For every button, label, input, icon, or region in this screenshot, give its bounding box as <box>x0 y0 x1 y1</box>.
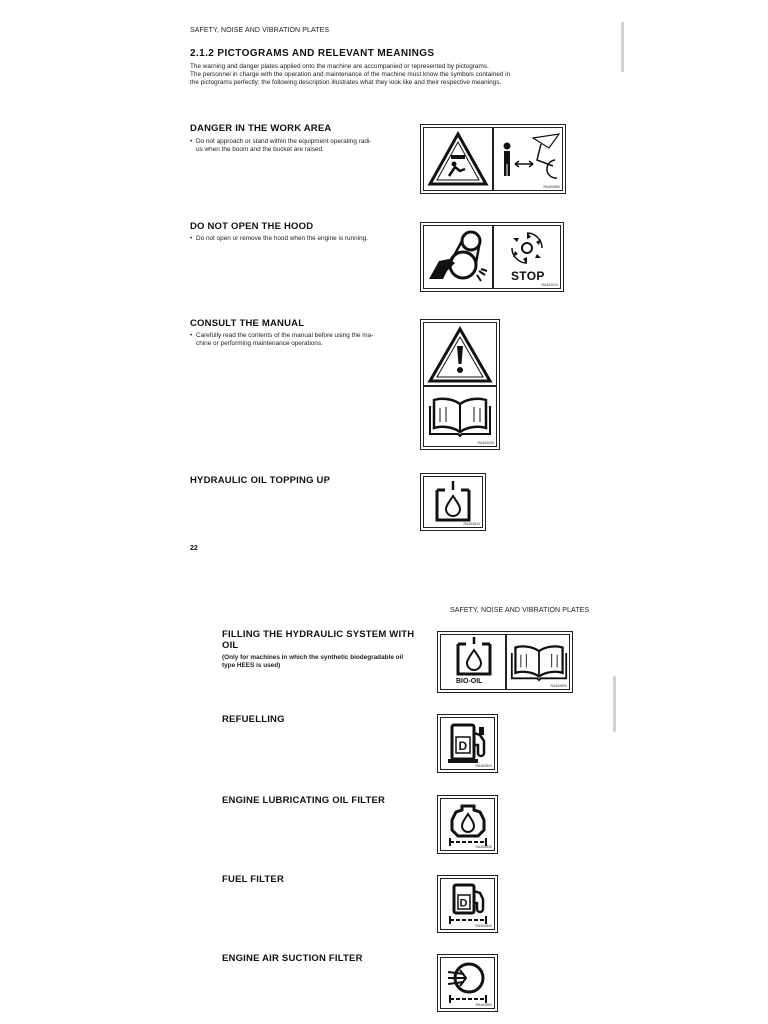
plate-code: RA400890 <box>550 684 567 688</box>
plate-hydraulic-oil-topping <box>420 473 486 531</box>
item-text-danger-work-area: • Do not approach or stand within the equipment operating radi- us when the boom and the bucket are raised. <box>190 138 410 154</box>
intro-line: the pictograms perfectly; the following description illustrates what they look like and their respective meanings. <box>190 79 502 86</box>
plate-code: RA400830 <box>475 845 492 849</box>
note-line: (Only for machines in which the synthetic biodegradable oil <box>222 654 404 661</box>
item-title-danger-work-area: DANGER IN THE WORK AREA <box>190 123 332 134</box>
item-title-do-not-open-hood: DO NOT OPEN THE HOOD <box>190 221 314 232</box>
item-title-consult-manual: CONSULT THE MANUAL <box>190 318 305 329</box>
stop-label: STOP <box>511 269 545 283</box>
item-title-air-suction-filter: ENGINE AIR SUCTION FILTER <box>222 953 363 964</box>
plate-air-suction-filter <box>437 954 498 1012</box>
plate-code: RA400850 <box>543 185 560 189</box>
text-line: chine or performing maintenance operations. <box>196 340 323 347</box>
page-number: 22 <box>190 545 198 552</box>
plate-code: RA400510 <box>541 283 558 287</box>
item-title-refuelling: REFUELLING <box>222 714 285 725</box>
intro-line: The warning and danger plates applied onto the machine are accompanied or represented by pictograms. <box>190 63 489 70</box>
page-header: SAFETY, NOISE AND VIBRATION PLATES <box>450 607 590 614</box>
oil-drop-tank-icon <box>433 480 473 524</box>
fan-belt-hand-icon <box>425 229 491 285</box>
text-line: Carefully read the contents of the manual before using the ma- <box>196 332 374 339</box>
page-header: SAFETY, NOISE AND VIBRATION PLATES <box>190 27 330 34</box>
fuel-pump-icon <box>446 881 490 927</box>
title-line: FILLING THE HYDRAULIC SYSTEM WITH <box>222 629 415 640</box>
scrollbar-top[interactable] <box>621 22 624 72</box>
text-line: Do not approach or stand within the equipment operating radi- <box>196 138 372 145</box>
plate-engine-oil-filter <box>437 795 498 854</box>
fuel-pump-icon <box>446 721 490 765</box>
item-text-consult-manual: • Carefully read the contents of the manual before using the ma- chine or performing maintenance operations. <box>190 332 415 348</box>
plate-code: RA400820 <box>475 764 492 768</box>
scrollbar-bottom[interactable] <box>613 676 616 732</box>
item-title-hydraulic-oil-topping: HYDRAULIC OIL TOPPING UP <box>190 475 331 486</box>
plate-filling-hydraulic <box>437 631 573 693</box>
plate-code: RA400840 <box>475 924 492 928</box>
item-title-filling-hydraulic <box>222 629 414 651</box>
item-title-engine-oil-filter: ENGINE LUBRICATING OIL FILTER <box>222 795 386 806</box>
open-book-icon <box>510 640 568 684</box>
bio-oil-label: BIO-OIL <box>456 678 483 685</box>
svg-text:D: D <box>459 897 468 910</box>
text-line: us when the boom and the bucket are raised. <box>196 146 324 153</box>
item-text-do-not-open-hood: • Do not open or remove the hood when the engine is running. <box>190 235 368 242</box>
person-arrows-icon <box>497 130 563 190</box>
text-line: Do not open or remove the hood when the engine is running. <box>196 235 368 242</box>
intro-line: The personnel in charge with the operation and maintenance of the machine must know the symbols contained in <box>190 71 511 78</box>
warning-triangle-icon <box>427 131 489 187</box>
plate-refuelling <box>437 714 498 773</box>
rotating-fan-icon <box>505 229 549 267</box>
plate-code: RA400810 <box>463 522 480 526</box>
open-book-icon <box>428 394 492 438</box>
section-title: 2.1.2 PICTOGRAMS AND RELEVANT MEANINGS <box>190 48 435 59</box>
item-title-fuel-filter: FUEL FILTER <box>222 874 285 885</box>
plate-do-not-open-hood <box>420 222 564 292</box>
intro-paragraph <box>190 63 590 87</box>
plate-consult-manual <box>420 319 500 450</box>
plate-code: RA400860 <box>475 1003 492 1007</box>
plate-fuel-filter <box>437 875 498 933</box>
note-line: type HEES is used) <box>222 662 281 669</box>
svg-text:D: D <box>458 739 468 753</box>
plate-danger-work-area <box>420 124 566 194</box>
exclamation-triangle-icon <box>427 326 493 384</box>
title-line: OIL <box>222 640 239 651</box>
item-note-filling-hydraulic <box>222 654 432 670</box>
plate-code: RA400030 <box>477 441 494 445</box>
oil-filter-icon <box>446 802 490 848</box>
oil-drop-tank-icon <box>454 636 494 676</box>
air-filter-icon <box>446 960 490 1006</box>
